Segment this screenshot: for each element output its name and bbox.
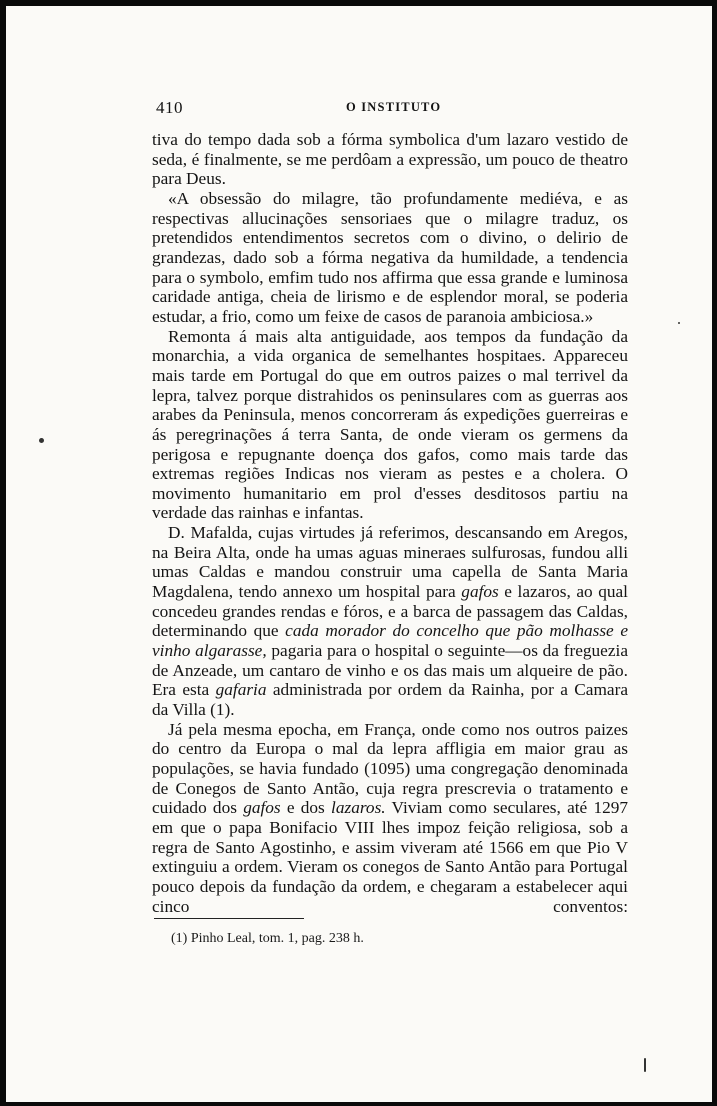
text-run: e lazaros, ao qual concedeu grandes rendas e fóros, e a barca de passagem das Caldas, determinando que <box>152 582 628 641</box>
text-run: administrada por ordem da Rainha, por a Camara da Villa (1). <box>152 680 628 720</box>
footnote: (1) Pinho Leal, tom. 1, pag. 238 h. <box>171 931 364 946</box>
footnote-rule <box>154 918 304 919</box>
text-run: D. Mafalda, cujas virtudes já referimos, descansando em Aregos, na Beira Alta, onde ha umas aguas mineraes sulfurosas, fundou alli umas Caldas e mandou construir uma capella de Santa Maria Magdalena, tendo annexo um hospital para <box>152 523 628 602</box>
book-page <box>6 6 712 1102</box>
italic-text: gafos <box>461 582 499 602</box>
print-speck <box>644 1058 646 1072</box>
italic-text: lazaros. <box>331 798 386 818</box>
running-head <box>156 98 628 118</box>
text-run: Remonta á mais alta antiguidade, aos tempos da fundação da monarchia, a vida organica de semelhantes hospitaes. Appareceu mais tarde em Portugal do que em outros paizes o mal terrivel da lepra, talvez porque distrahidos os peninsulares com as guerras aos arabes da Peninsula, menos concorreram ás expedições guerreiras e ás peregrinações á terra Santa, de onde vieram os germens da perigosa e repugnante doença dos gafos, como mais tarde das extremas regiões Indicas nos vieram as pestes e a cholera. O movimento humanitario em prol d'esses desditosos partiu na verdade das rainhas e infantas. <box>152 326 628 523</box>
body-text <box>152 130 628 916</box>
text-run: e dos <box>280 798 332 818</box>
paragraph <box>152 327 628 524</box>
italic-text: gafaria <box>215 680 267 700</box>
print-speck <box>39 438 44 443</box>
print-speck <box>678 322 680 324</box>
text-run: Viviam como seculares, até 1297 em que o papa Bonifacio VIII lhes impoz feição religiosa, sob a regra de Santo Agostinho, e assim viveram até 1566 em que Pio V extinguiu a ordem. Vieram os conegos de Santo Antão para Portugal pouco depois da fundação da ordem, e chegaram a estabelecer aqui cinco conventos: <box>152 798 629 916</box>
paragraph <box>152 189 628 327</box>
running-title: O INSTITUTO <box>346 100 442 114</box>
paragraph <box>152 523 628 720</box>
paragraph <box>152 720 628 917</box>
page-number: 410 <box>156 98 183 117</box>
italic-text: gafos <box>243 798 281 818</box>
paragraph <box>152 130 628 189</box>
italic-text: cada morador do concelho que pão molhasse e vinho algarasse, <box>152 621 628 661</box>
text-run: Já pela mesma epocha, em França, onde como nos outros paizes do centro da Europa o mal da lepra affligia em maior grau as populações, se havia fundado (1095) uma congregação denominada de Conegos de Santo Antão, cuja regra prescrevia o tratamento e cuidado dos <box>152 719 628 818</box>
text-run: «A obsessão do milagre, tão profundamente mediéva, e as respectivas allucinações sensoriaes que o milagre traduz, os pretendidos entendimentos secretos com o divino, o delirio de grandezas, dado sob a fórma negativa da humildade, a tendencia para o symbolo, emfim tudo nos affirma que essa grande e luminosa caridade antiga, cheia de lirismo e de esplendor moral, se poderia estudar, a frio, como um feixe de casos de paranoia ambiciosa.» <box>152 188 628 326</box>
text-run: pagaria para o hospital o seguinte—os da freguezia de Anzeade, um cantaro de vinho e os das mais um alqueire de pão. Era esta <box>152 641 628 700</box>
text-run: tiva do tempo dada sob a fórma symbolica d'um lazaro vestido de seda, é finalmente, se me perdôam a expressão, um pouco de theatro para Deus. <box>152 130 628 189</box>
